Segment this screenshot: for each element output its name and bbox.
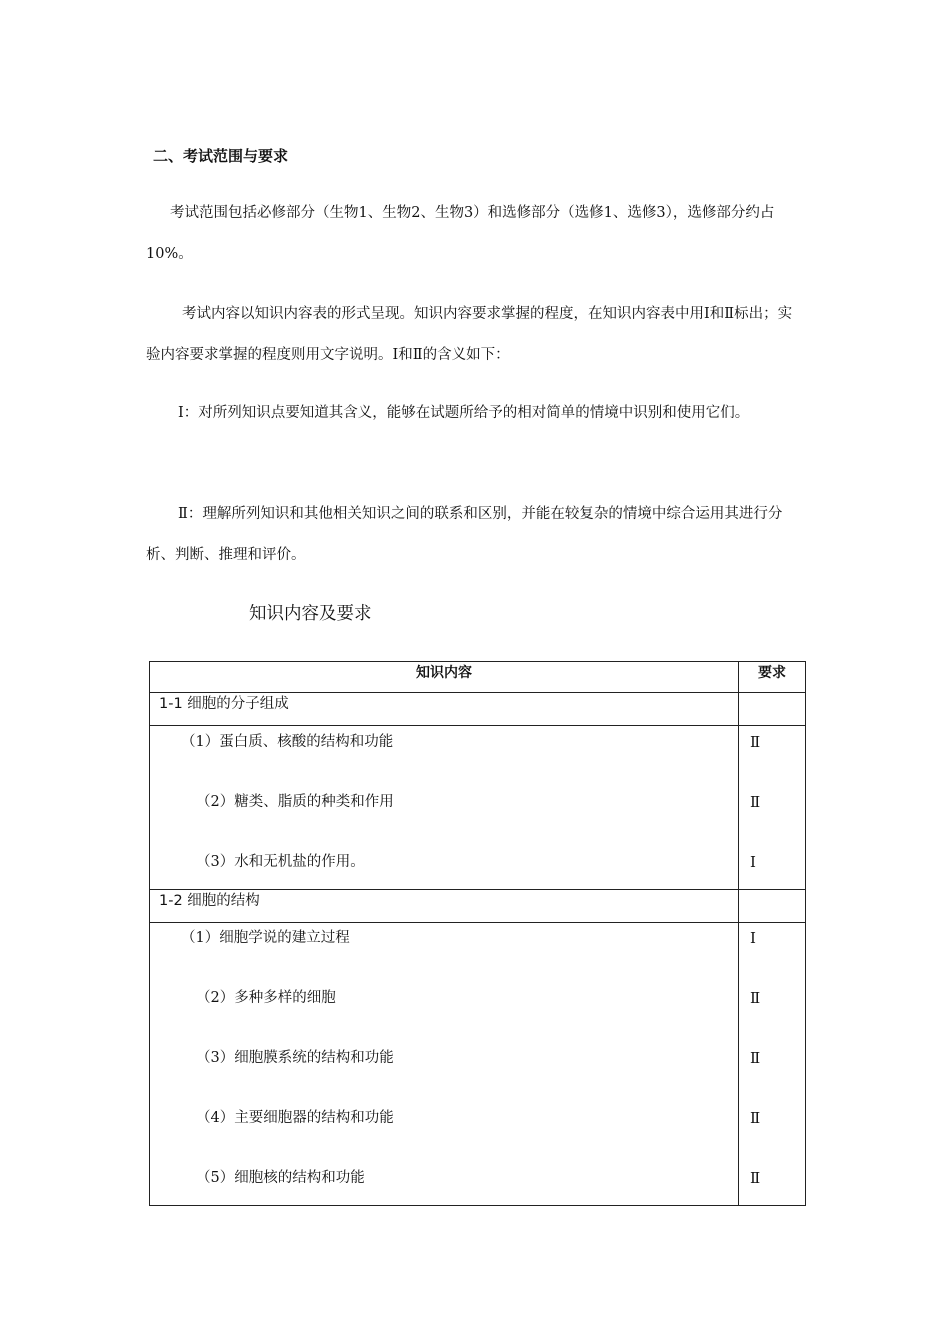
paragraph-level-2 <box>146 494 800 576</box>
requirement-level: Ⅱ <box>750 1049 761 1067</box>
section-row <box>150 693 806 726</box>
section-heading: 二、考试范围与要求 <box>153 147 289 165</box>
levels-cell <box>739 726 806 890</box>
paragraph-text: 考试范围包括必修部分（生物1、生物2、生物3）和选修部分（选修1、选修3），选修部分约占10%。 <box>146 205 775 262</box>
levels-cell <box>739 923 806 1206</box>
section-requirement-cell <box>739 890 806 923</box>
knowledge-table <box>149 661 806 1206</box>
requirement-level: Ⅰ <box>750 929 756 947</box>
requirement-level: Ⅱ <box>750 989 761 1007</box>
items-row <box>150 726 806 890</box>
list-item: （3）细胞膜系统的结构和功能 <box>196 1050 394 1066</box>
requirement-level: Ⅰ <box>750 853 756 871</box>
list-item: （1）蛋白质、核酸的结构和功能 <box>181 734 394 750</box>
section-requirement-cell <box>739 693 806 726</box>
section-row <box>150 890 806 923</box>
list-item: （4）主要细胞器的结构和功能 <box>196 1110 394 1126</box>
paragraph-text: 考试内容以知识内容表的形式呈现。知识内容要求掌握的程度，在知识内容表中用Ⅰ和Ⅱ标出；实验内容要求掌握的程度则用文字说明。Ⅰ和Ⅱ的含义如下： <box>146 306 793 363</box>
table-caption: 知识内容及要求 <box>249 604 372 624</box>
table-header-row <box>150 662 806 693</box>
requirement-level: Ⅱ <box>750 793 761 811</box>
header-content: 知识内容 <box>150 662 739 693</box>
section-title-cell <box>150 890 739 923</box>
list-item: （2）多种多样的细胞 <box>196 990 336 1006</box>
requirement-level: Ⅱ <box>750 733 761 751</box>
paragraph-text: Ⅱ：理解所列知识和其他相关知识之间的联系和区别，并能在较复杂的情境中综合运用其进行分析、判断、推理和评价。 <box>146 506 783 563</box>
list-item: （5）细胞核的结构和功能 <box>196 1170 365 1186</box>
section-title: 1-2 细胞的结构 <box>159 893 260 909</box>
list-item: （3）水和无机盐的作用。 <box>196 854 365 870</box>
section-title-cell <box>150 693 739 726</box>
header-requirement: 要求 <box>739 662 806 693</box>
paragraph-level-1 <box>146 393 800 434</box>
paragraph-text: Ⅰ：对所列知识点要知道其含义，能够在试题所给予的相对简单的情境中识别和使用它们。 <box>178 405 750 421</box>
requirement-level: Ⅱ <box>750 1109 761 1127</box>
paragraph-content-form <box>146 294 800 376</box>
items-row <box>150 923 806 1206</box>
list-item: （1）细胞学说的建立过程 <box>181 930 350 946</box>
section-title: 1-1 细胞的分子组成 <box>159 696 289 712</box>
paragraph-scope <box>146 193 800 275</box>
list-item: （2）糖类、脂质的种类和作用 <box>196 794 394 810</box>
items-cell <box>150 923 739 1206</box>
items-cell <box>150 726 739 890</box>
requirement-level: Ⅱ <box>750 1169 761 1187</box>
